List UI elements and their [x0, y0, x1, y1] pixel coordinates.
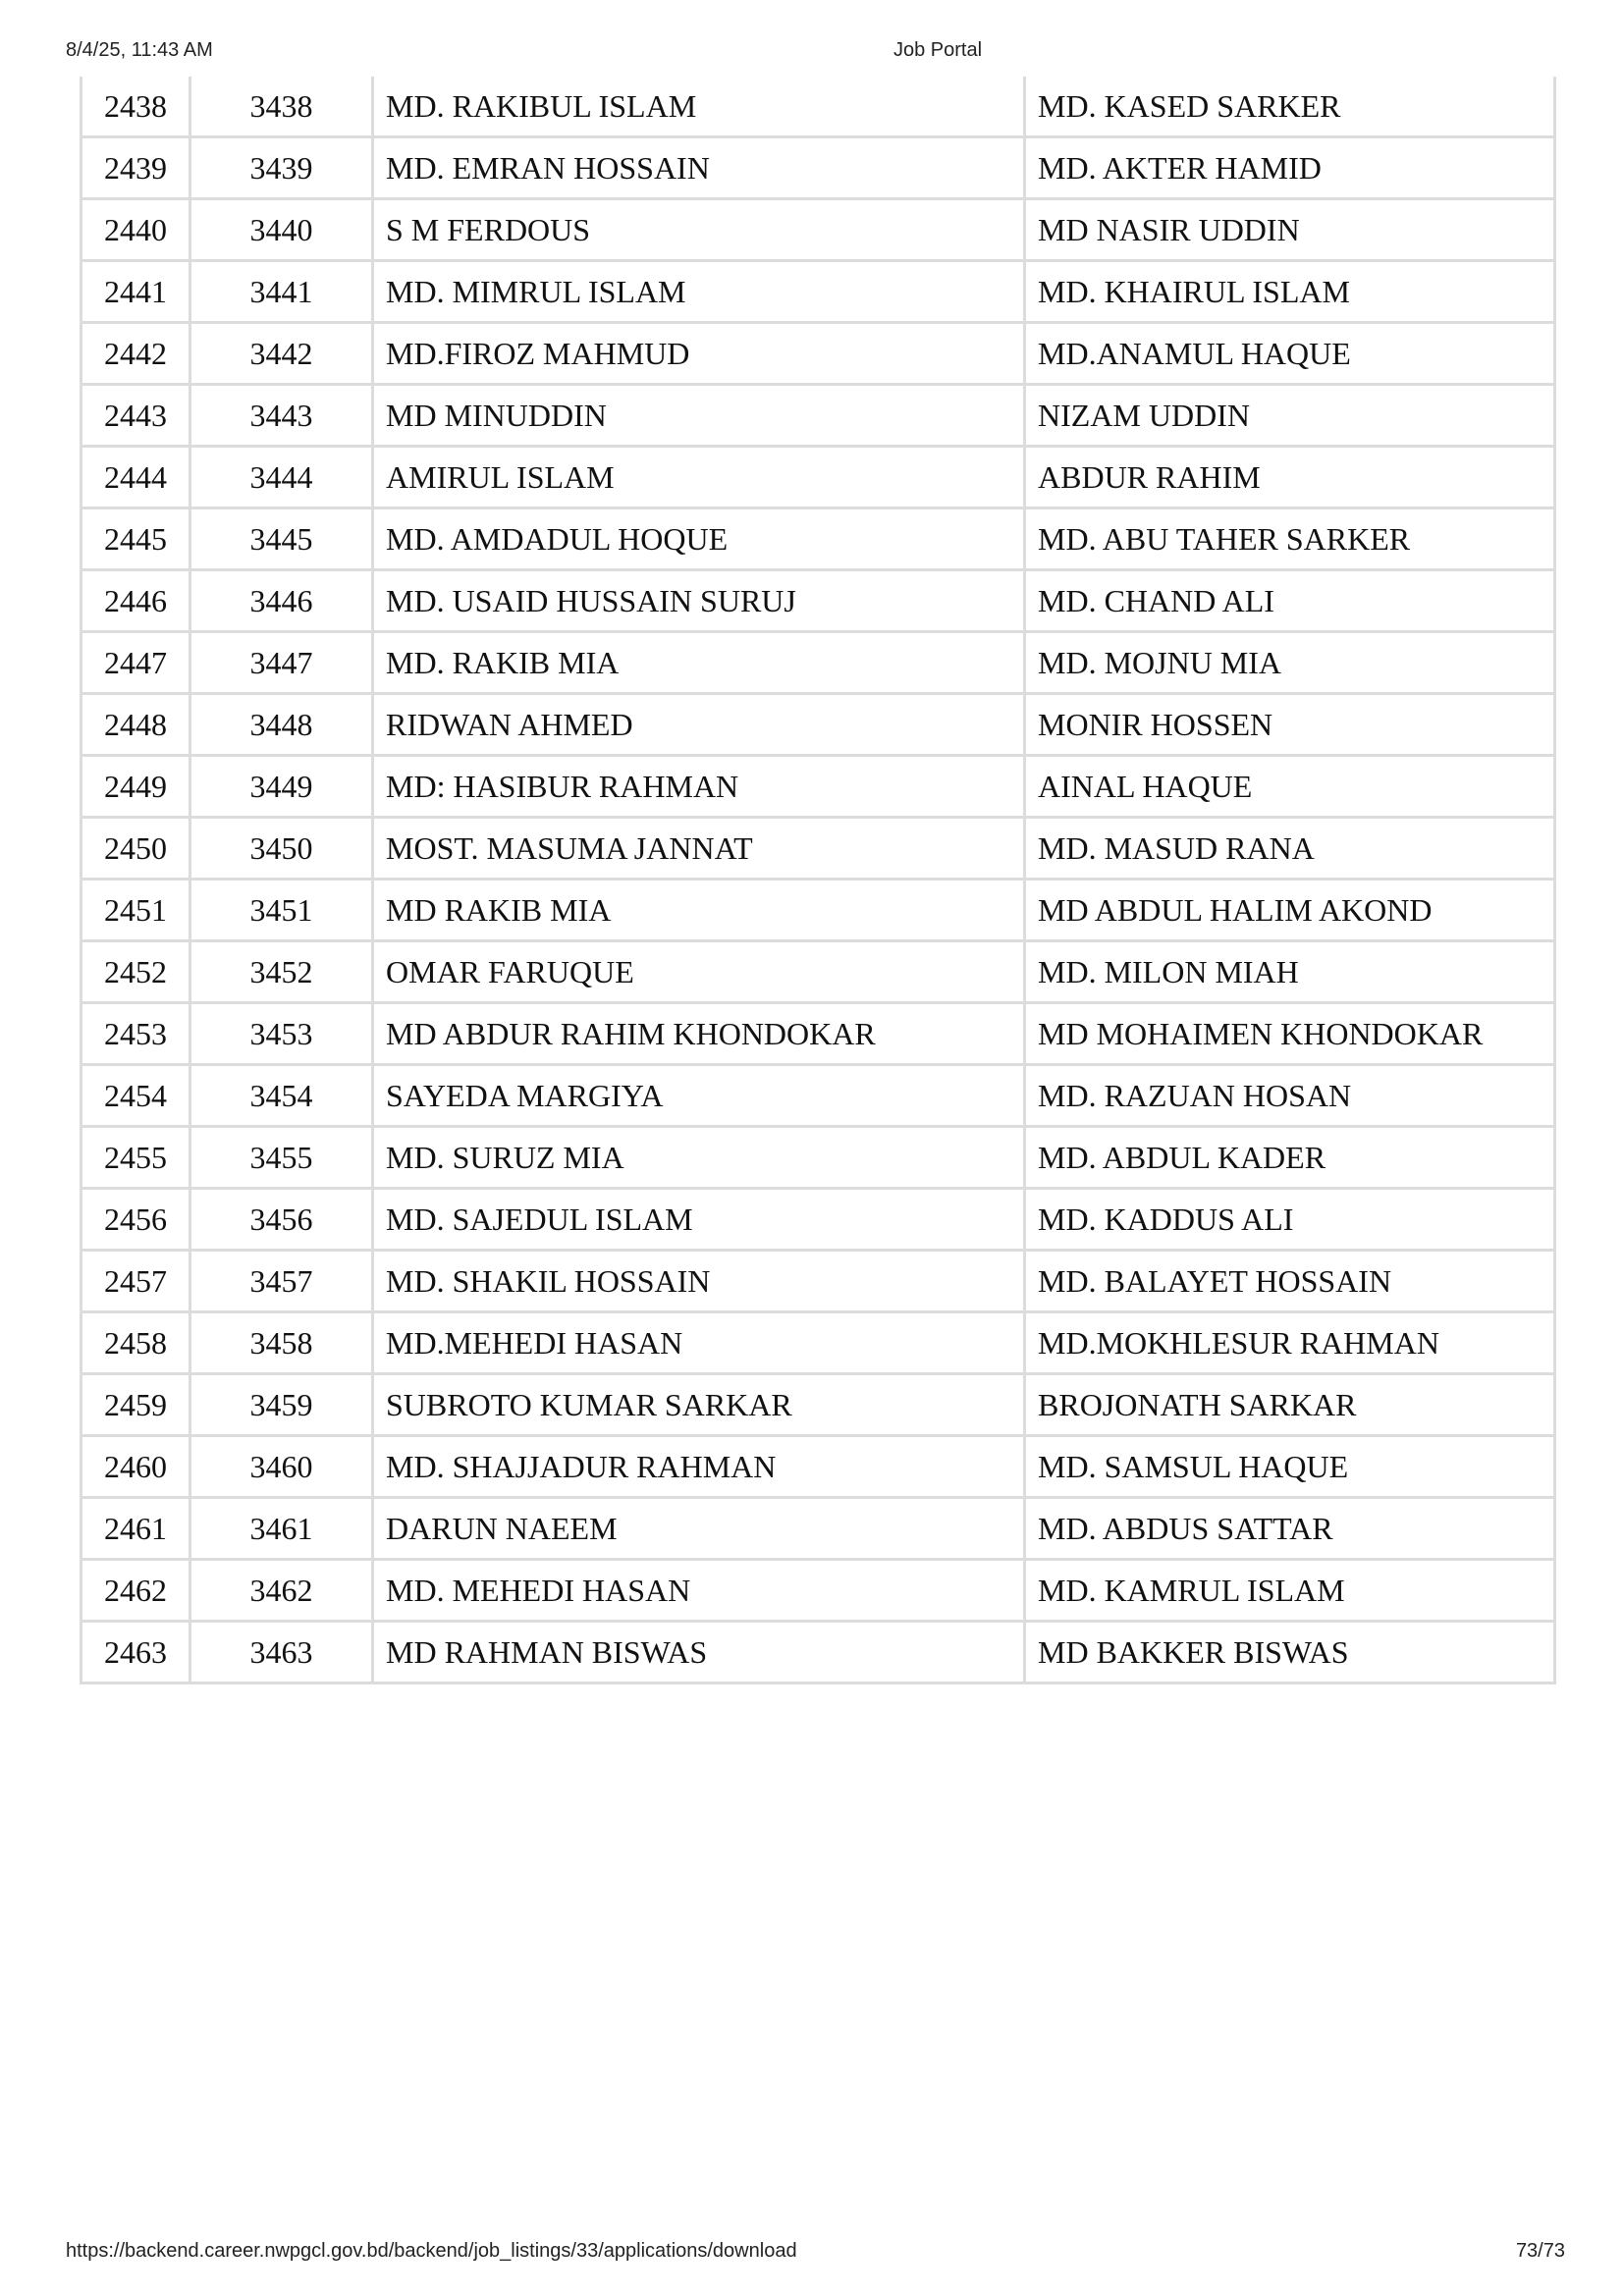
father-name-cell: MD.MOKHLESUR RAHMAN	[1026, 1313, 1556, 1375]
roll-cell: 3449	[191, 757, 374, 819]
applicant-name-cell: MD RAKIB MIA	[374, 881, 1026, 942]
father-name-cell: MD. ABDUL KADER	[1026, 1128, 1556, 1190]
serial-cell: 2444	[80, 448, 191, 509]
roll-cell: 3463	[191, 1623, 374, 1684]
applicants-table-body	[80, 77, 1556, 1684]
roll-cell: 3461	[191, 1499, 374, 1561]
table-row	[80, 757, 1556, 819]
table-row	[80, 1561, 1556, 1623]
applicant-name-cell: MD MINUDDIN	[374, 386, 1026, 448]
serial-cell: 2458	[80, 1313, 191, 1375]
serial-cell: 2456	[80, 1190, 191, 1252]
table-row	[80, 1066, 1556, 1128]
serial-cell: 2455	[80, 1128, 191, 1190]
table-row	[80, 1499, 1556, 1561]
serial-cell: 2442	[80, 324, 191, 386]
print-footer	[0, 2240, 1623, 2269]
father-name-cell: BROJONATH SARKAR	[1026, 1375, 1556, 1437]
applicant-name-cell: MD. AMDADUL HOQUE	[374, 509, 1026, 571]
serial-cell: 2447	[80, 633, 191, 695]
applicants-table-container	[80, 77, 1556, 1684]
serial-cell: 2460	[80, 1437, 191, 1499]
applicant-name-cell: MD. EMRAN HOSSAIN	[374, 138, 1026, 200]
father-name-cell: MD. ABU TAHER SARKER	[1026, 509, 1556, 571]
page-number: 73/73	[1515, 2240, 1565, 2262]
roll-cell: 3446	[191, 571, 374, 633]
table-row	[80, 324, 1556, 386]
roll-cell: 3457	[191, 1252, 374, 1313]
father-name-cell: MD. MOJNU MIA	[1026, 633, 1556, 695]
applicant-name-cell: MD. SHAKIL HOSSAIN	[374, 1252, 1026, 1313]
table-row	[80, 448, 1556, 509]
roll-cell: 3456	[191, 1190, 374, 1252]
table-row	[80, 1190, 1556, 1252]
table-row	[80, 200, 1556, 262]
roll-cell: 3442	[191, 324, 374, 386]
page-url: https://backend.career.nwpgcl.gov.bd/backend/job_listings/33/applications/download	[66, 2240, 797, 2262]
father-name-cell: MONIR HOSSEN	[1026, 695, 1556, 757]
print-datetime: 8/4/25, 11:43 AM	[66, 39, 213, 61]
applicant-name-cell: AMIRUL ISLAM	[374, 448, 1026, 509]
serial-cell: 2449	[80, 757, 191, 819]
roll-cell: 3453	[191, 1004, 374, 1066]
serial-cell: 2453	[80, 1004, 191, 1066]
serial-cell: 2451	[80, 881, 191, 942]
applicant-name-cell: DARUN NAEEM	[374, 1499, 1026, 1561]
serial-cell: 2450	[80, 819, 191, 881]
father-name-cell: MD. MASUD RANA	[1026, 819, 1556, 881]
roll-cell: 3454	[191, 1066, 374, 1128]
roll-cell: 3447	[191, 633, 374, 695]
applicant-name-cell: MD: HASIBUR RAHMAN	[374, 757, 1026, 819]
table-row	[80, 1623, 1556, 1684]
father-name-cell: MD. ABDUS SATTAR	[1026, 1499, 1556, 1561]
father-name-cell: AINAL HAQUE	[1026, 757, 1556, 819]
applicant-name-cell: SUBROTO KUMAR SARKAR	[374, 1375, 1026, 1437]
table-row	[80, 1128, 1556, 1190]
roll-cell: 3462	[191, 1561, 374, 1623]
father-name-cell: MD. KASED SARKER	[1026, 77, 1556, 138]
serial-cell: 2448	[80, 695, 191, 757]
father-name-cell: MD. RAZUAN HOSAN	[1026, 1066, 1556, 1128]
table-row	[80, 881, 1556, 942]
roll-cell: 3444	[191, 448, 374, 509]
applicant-name-cell: MD. SAJEDUL ISLAM	[374, 1190, 1026, 1252]
applicant-name-cell: OMAR FARUQUE	[374, 942, 1026, 1004]
roll-cell: 3445	[191, 509, 374, 571]
table-row	[80, 138, 1556, 200]
roll-cell: 3452	[191, 942, 374, 1004]
applicant-name-cell: MD. MEHEDI HASAN	[374, 1561, 1026, 1623]
father-name-cell: MD ABDUL HALIM AKOND	[1026, 881, 1556, 942]
roll-cell: 3441	[191, 262, 374, 324]
roll-cell: 3460	[191, 1437, 374, 1499]
father-name-cell: MD BAKKER BISWAS	[1026, 1623, 1556, 1684]
applicant-name-cell: SAYEDA MARGIYA	[374, 1066, 1026, 1128]
table-row	[80, 262, 1556, 324]
applicant-name-cell: MD. RAKIBUL ISLAM	[374, 77, 1026, 138]
roll-cell: 3439	[191, 138, 374, 200]
roll-cell: 3443	[191, 386, 374, 448]
table-row	[80, 1437, 1556, 1499]
applicant-name-cell: MD. RAKIB MIA	[374, 633, 1026, 695]
serial-cell: 2452	[80, 942, 191, 1004]
applicant-name-cell: MD RAHMAN BISWAS	[374, 1623, 1026, 1684]
applicant-name-cell: RIDWAN AHMED	[374, 695, 1026, 757]
father-name-cell: MD. SAMSUL HAQUE	[1026, 1437, 1556, 1499]
serial-cell: 2439	[80, 138, 191, 200]
applicant-name-cell: MD.FIROZ MAHMUD	[374, 324, 1026, 386]
father-name-cell: MD. CHAND ALI	[1026, 571, 1556, 633]
table-row	[80, 509, 1556, 571]
applicant-name-cell: MD. SHAJJADUR RAHMAN	[374, 1437, 1026, 1499]
father-name-cell: MD MOHAIMEN KHONDOKAR	[1026, 1004, 1556, 1066]
serial-cell: 2454	[80, 1066, 191, 1128]
applicant-name-cell: MOST. MASUMA JANNAT	[374, 819, 1026, 881]
father-name-cell: MD.ANAMUL HAQUE	[1026, 324, 1556, 386]
applicants-table	[80, 77, 1556, 1684]
father-name-cell: MD NASIR UDDIN	[1026, 200, 1556, 262]
roll-cell: 3448	[191, 695, 374, 757]
father-name-cell: NIZAM UDDIN	[1026, 386, 1556, 448]
roll-cell: 3438	[191, 77, 374, 138]
applicant-name-cell: MD.MEHEDI HASAN	[374, 1313, 1026, 1375]
father-name-cell: MD. KAMRUL ISLAM	[1026, 1561, 1556, 1623]
serial-cell: 2459	[80, 1375, 191, 1437]
serial-cell: 2445	[80, 509, 191, 571]
print-header	[0, 39, 1623, 69]
table-row	[80, 695, 1556, 757]
roll-cell: 3458	[191, 1313, 374, 1375]
serial-cell: 2462	[80, 1561, 191, 1623]
serial-cell: 2461	[80, 1499, 191, 1561]
applicant-name-cell: S M FERDOUS	[374, 200, 1026, 262]
serial-cell: 2441	[80, 262, 191, 324]
applicant-name-cell: MD. MIMRUL ISLAM	[374, 262, 1026, 324]
serial-cell: 2440	[80, 200, 191, 262]
serial-cell: 2463	[80, 1623, 191, 1684]
applicant-name-cell: MD. SURUZ MIA	[374, 1128, 1026, 1190]
father-name-cell: MD. KHAIRUL ISLAM	[1026, 262, 1556, 324]
document-title: Job Portal	[893, 39, 983, 61]
table-row	[80, 942, 1556, 1004]
table-row	[80, 1375, 1556, 1437]
serial-cell: 2457	[80, 1252, 191, 1313]
table-row	[80, 1313, 1556, 1375]
table-row	[80, 819, 1556, 881]
applicant-name-cell: MD. USAID HUSSAIN SURUJ	[374, 571, 1026, 633]
father-name-cell: MD. AKTER HAMID	[1026, 138, 1556, 200]
roll-cell: 3440	[191, 200, 374, 262]
applicant-name-cell: MD ABDUR RAHIM KHONDOKAR	[374, 1004, 1026, 1066]
roll-cell: 3451	[191, 881, 374, 942]
table-row	[80, 77, 1556, 138]
father-name-cell: MD. KADDUS ALI	[1026, 1190, 1556, 1252]
serial-cell: 2438	[80, 77, 191, 138]
table-row	[80, 1004, 1556, 1066]
serial-cell: 2446	[80, 571, 191, 633]
table-row	[80, 1252, 1556, 1313]
serial-cell: 2443	[80, 386, 191, 448]
table-row	[80, 386, 1556, 448]
father-name-cell: MD. BALAYET HOSSAIN	[1026, 1252, 1556, 1313]
table-row	[80, 571, 1556, 633]
father-name-cell: MD. MILON MIAH	[1026, 942, 1556, 1004]
roll-cell: 3455	[191, 1128, 374, 1190]
father-name-cell: ABDUR RAHIM	[1026, 448, 1556, 509]
table-row	[80, 633, 1556, 695]
roll-cell: 3459	[191, 1375, 374, 1437]
roll-cell: 3450	[191, 819, 374, 881]
